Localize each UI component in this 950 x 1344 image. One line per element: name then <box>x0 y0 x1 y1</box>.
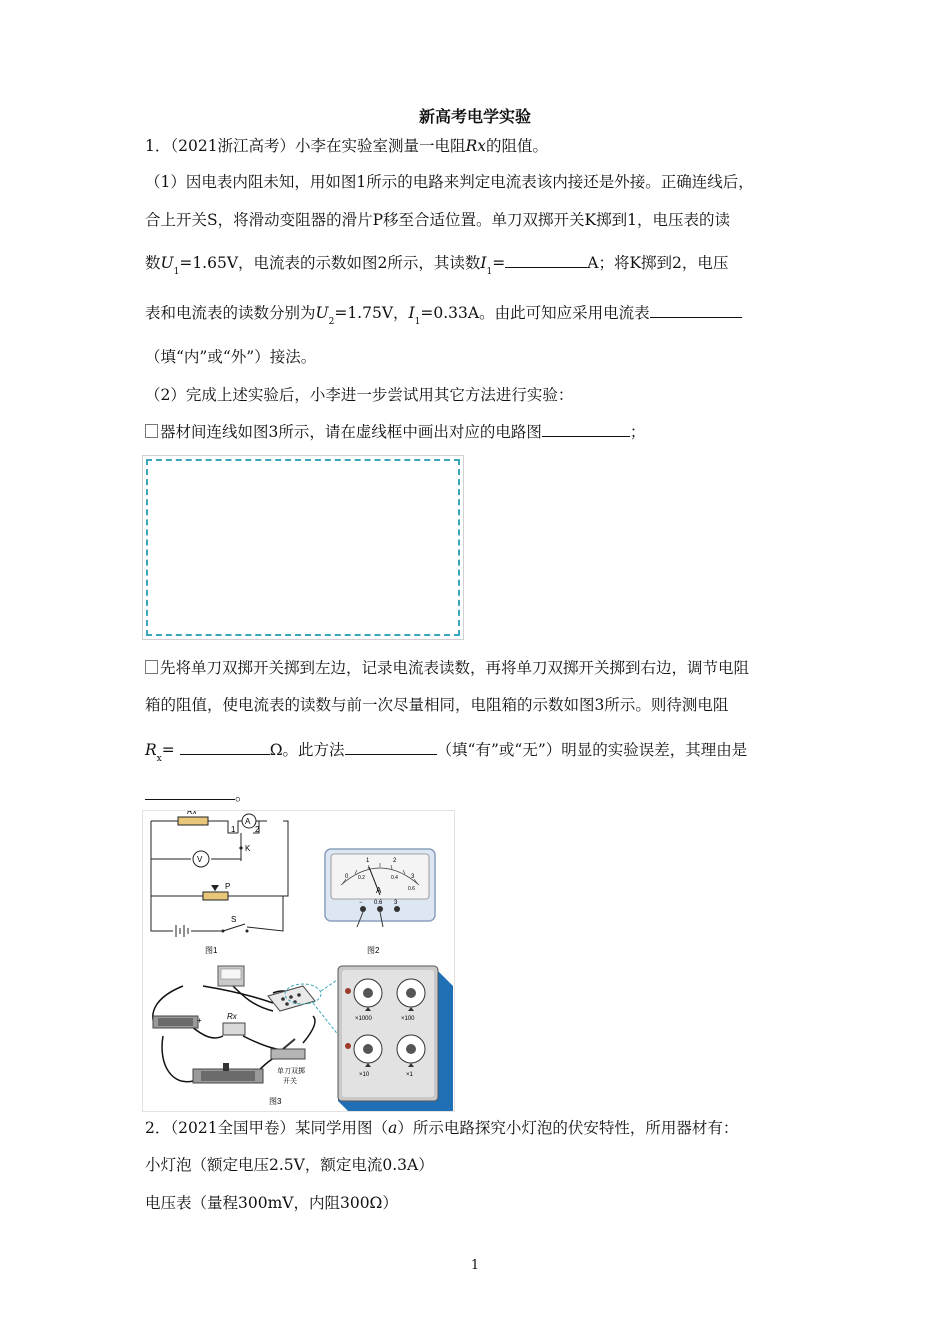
var-R: R <box>145 741 157 759</box>
terminal-3 <box>394 906 400 912</box>
q1-p3-line3 <box>145 740 747 769</box>
var-I: I <box>408 304 415 322</box>
scale-06: 0.6 <box>408 886 415 892</box>
page-title: 新高考电学实验 <box>418 107 531 126</box>
switch-label-2: 开关 <box>283 1078 297 1085</box>
terminal-06 <box>377 906 383 912</box>
checkbox-icon <box>145 660 158 674</box>
text-u2-reading: =1.75V， <box>334 304 409 322</box>
fig1-circuit <box>151 821 288 931</box>
answer-blank-rx[interactable] <box>180 740 270 755</box>
label-v: V <box>197 855 203 864</box>
figure-svg <box>143 811 454 1111</box>
fig2-ammeter <box>325 849 435 927</box>
checkbox-icon <box>145 424 158 438</box>
mult-100: ×100 <box>401 1016 415 1022</box>
answer-blank-method[interactable] <box>650 303 742 318</box>
dashed-drawing-box[interactable] <box>146 459 460 636</box>
fig2-caption: 图2 <box>367 946 380 955</box>
text-i-reading: =0.33A。由此可知应采用电流表 <box>420 304 650 322</box>
term-06-label: 0.6 <box>374 900 383 906</box>
text-semicolon: ； <box>629 423 646 441</box>
scale-3: 3 <box>411 874 415 880</box>
sub-x: x <box>156 754 162 764</box>
fig3-caption: 图3 <box>269 1097 282 1106</box>
term-minus-label: − <box>359 900 363 906</box>
q2-heading <box>145 1118 738 1138</box>
resistor-rx <box>178 817 208 825</box>
text-eq: = <box>161 741 175 759</box>
scale-0: 0 <box>345 874 349 880</box>
switch-s-contact <box>246 930 249 933</box>
label-1: 1 <box>231 825 236 834</box>
answer-blank-error[interactable] <box>345 740 437 755</box>
k-contact <box>239 846 242 849</box>
label-k: K <box>245 844 251 853</box>
q2-item-bulb: 小灯泡（额定电压2.5V，额定电流0.3A） <box>145 1156 434 1174</box>
q1-p1-line1: （1）因电表内阻未知，用如图1所示的电路来判定电流表该内接还是外接。正确连线后， <box>145 173 754 191</box>
q1-p2-line1: （2）完成上述实验后，小李进一步尝试用其它方法进行实验： <box>145 386 574 404</box>
q2-heading-var: a <box>388 1119 398 1137</box>
answer-blank-reason[interactable] <box>145 785 235 800</box>
scale-04: 0.4 <box>391 875 398 881</box>
label-p: P <box>225 882 231 891</box>
q1-heading-var: Rx <box>465 137 486 155</box>
var-U: U <box>315 304 329 322</box>
rheostat <box>203 892 228 900</box>
mult-1: ×1 <box>406 1072 413 1078</box>
switch-s-blade <box>223 924 245 931</box>
terminal-minus <box>360 906 366 912</box>
text-readings: 表和电流表的读数分别为 <box>145 304 316 322</box>
label-rx3: Rx <box>227 1012 237 1021</box>
fig1-caption: 图1 <box>205 946 218 955</box>
q1-p1-line5: （填“内”或“外”）接法。 <box>145 348 317 366</box>
q1-p3-line1 <box>145 658 749 678</box>
q2-item-voltmeter: 电压表（量程300mV，内阻300Ω） <box>145 1194 398 1212</box>
term-3-label: 3 <box>394 900 398 906</box>
meter-a-label: A <box>376 886 382 895</box>
q1-heading-text: 1．（2021浙江高考）小李在实验室测量一电阻 <box>145 137 466 155</box>
scale-02: 0.2 <box>358 875 365 881</box>
plus-sign: + <box>197 1016 202 1025</box>
q2-heading-text: 2．（2021全国甲卷）某同学用图（ <box>145 1119 389 1137</box>
q1-p1-line2: 合上开关S，将滑动变阻器的滑片P移至合适位置。单刀双掷开关K掷到1，电压表的读 <box>145 211 730 229</box>
page-number: 1 <box>470 1258 480 1273</box>
var-I: I <box>480 254 487 272</box>
text-switch-left: 先将单刀双掷开关掷到左边，记录电流表读数，再将单刀双掷开关掷到右边，调节电阻 <box>160 659 750 677</box>
sub-2: 2 <box>328 317 335 327</box>
slider-arrow <box>211 885 219 891</box>
mult-1000: ×1000 <box>355 1016 372 1022</box>
label-2: 2 <box>255 825 260 834</box>
switch-label-1: 单刀双掷 <box>277 1068 305 1075</box>
sub-1: 1 <box>173 267 180 277</box>
drawing-area-frame <box>142 455 464 640</box>
figure-panel <box>142 810 455 1112</box>
q1-p1-line3 <box>145 253 728 282</box>
q2-heading-tail: ）所示电路探究小灯泡的伏安特性，所用器材有： <box>397 1119 739 1137</box>
text-ohm-method: Ω。此方法 <box>269 741 345 759</box>
text-shu: 数 <box>145 254 161 272</box>
sub-1: 1 <box>414 317 421 327</box>
text-u1-reading: =1.65V，电流表的示数如图2所示，其读数 <box>179 254 481 272</box>
q1-p3-line2: 箱的阻值，使电流表的读数与前一次尽量相同，电阻箱的示数如图3所示。则待测电阻 <box>145 696 729 714</box>
mult-10: ×10 <box>359 1072 370 1078</box>
battery-symbol <box>176 925 188 937</box>
text-eq: = <box>492 254 506 272</box>
text-draw-circuit: 器材间连线如图3所示，请在虚线框中画出对应的电路图 <box>160 423 542 441</box>
sub-1: 1 <box>486 267 493 277</box>
var-U: U <box>160 254 174 272</box>
text-k2: A；将K掷到2，电压 <box>587 254 729 272</box>
answer-blank-circuit[interactable] <box>542 422 630 437</box>
label-rx: Rx <box>187 811 197 816</box>
scale-1: 1 <box>366 858 370 864</box>
answer-blank-i1[interactable] <box>505 253 587 268</box>
label-s: S <box>231 915 237 924</box>
q1-p1-line4 <box>145 303 742 332</box>
q1-heading-tail: 的阻值。 <box>485 137 548 155</box>
q1-heading <box>145 136 548 156</box>
text-error-reason: （填“有”或“无”）明显的实验误差，其理由是 <box>436 741 748 759</box>
q1-p3-line4 <box>145 785 251 805</box>
label-a: A <box>245 817 251 826</box>
fig3-apparatus <box>153 966 453 1111</box>
text-period: 。 <box>235 786 251 804</box>
scale-2: 2 <box>393 858 397 864</box>
q1-p2-line2 <box>145 422 645 442</box>
